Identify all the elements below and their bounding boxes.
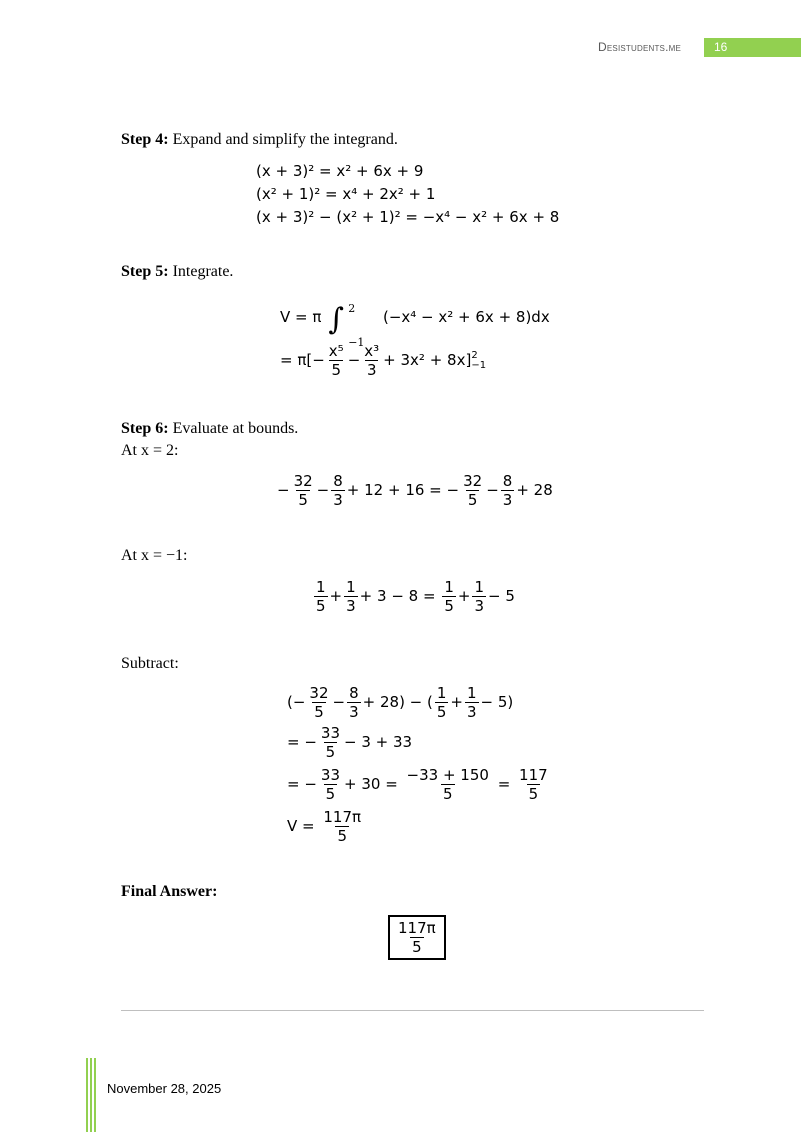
step5-text: Integrate. [172,263,234,280]
step6-label: Step 6: [121,420,169,437]
step4-heading [121,131,398,149]
eval-upper-bound: − $\frac{32}{5}$ − $\frac{8}{3}$ + 12 + 16 = − $\frac{32}{5}$ − $\frac{8}{3}$ + 28 [277,472,553,509]
subtract-line3: = − $\frac{33}{5}$ + 30 = $\frac{-33 + 150}{5}$ = $\frac{117}{5}$ [287,766,548,803]
subtract-label: Subtract: [121,655,179,672]
step6-heading [121,420,298,438]
bracket-upper: 2 [471,349,478,361]
subtract-line1: (− $\frac{32}{5}$ − $\frac{8}{3}$ + 28) − ( $\frac{1}{5}$ + $\frac{1}{3}$ − 5) [287,684,514,721]
frac-x3-num: x³ [364,342,380,360]
step6-text: Evaluate at bounds. [172,420,299,437]
header-page-number: 16 [704,38,801,57]
final-answer-label: Final Answer: [121,883,218,900]
integral-lower-limit: −1 [348,335,365,349]
volume-result: V = $\frac{117\pi}{5}$ [287,808,362,845]
integrand: (−x⁴ − x² + 6x + 8)dx [382,308,550,326]
eval-lower-bound: $\frac{1}{5}$ + $\frac{1}{3}$ + 3 − 8 = $\frac{1}{5}$ + $\frac{1}{3}$ − 5 [316,578,515,615]
footer-divider [121,1010,704,1011]
header-site-name: Desistudents.me [598,40,682,54]
final-answer-box [388,915,446,960]
at-lower-bound-label: At x = −1: [121,547,188,564]
subtract-line2: = − $\frac{33}{5}$ − 3 + 33 [287,724,413,761]
frac-x3-den: 3 [366,361,377,379]
footer-date: November 28, 2025 [107,1081,222,1096]
final-answer-numerator: 117π [398,919,436,937]
frac-x5-num: x⁵ [328,342,344,360]
step5-integral-line: V = π ∫ 2 −1 (−x⁴ − x² + 6x + 8)dx [280,301,550,349]
step5-antiderivative: = π[− $\frac{\text{x⁵}}{5}$ − $\frac{\text{x³}}{3}$ + 3x² + 8x] 2 −1 [280,342,487,379]
at-upper-bound-label: At x = 2: [121,442,179,459]
footer-accent-bars [86,1058,98,1132]
step4-eq2: (x² + 1)² = x⁴ + 2x² + 1 [256,185,436,203]
bracket-lower: −1 [471,359,487,371]
antiderivative-prefix: = π[− [280,351,325,369]
step4-text: Expand and simplify the integrand. [172,131,398,148]
step4-label: Step 4: [121,131,169,148]
final-answer-denominator: 5 [412,938,422,956]
step4-eq3: (x + 3)² − (x² + 1)² = −x⁴ − x² + 6x + 8 [256,208,560,226]
step5-label: Step 5: [121,263,169,280]
integral-lhs: V = π [280,308,322,326]
step4-eq1: (x + 3)² = x² + 6x + 9 [256,162,424,180]
integral-upper-limit: 2 [348,301,356,315]
step5-heading [121,263,233,281]
antiderivative-suffix: + 3x² + 8x] [383,351,472,369]
frac-x5-den: 5 [331,361,342,379]
